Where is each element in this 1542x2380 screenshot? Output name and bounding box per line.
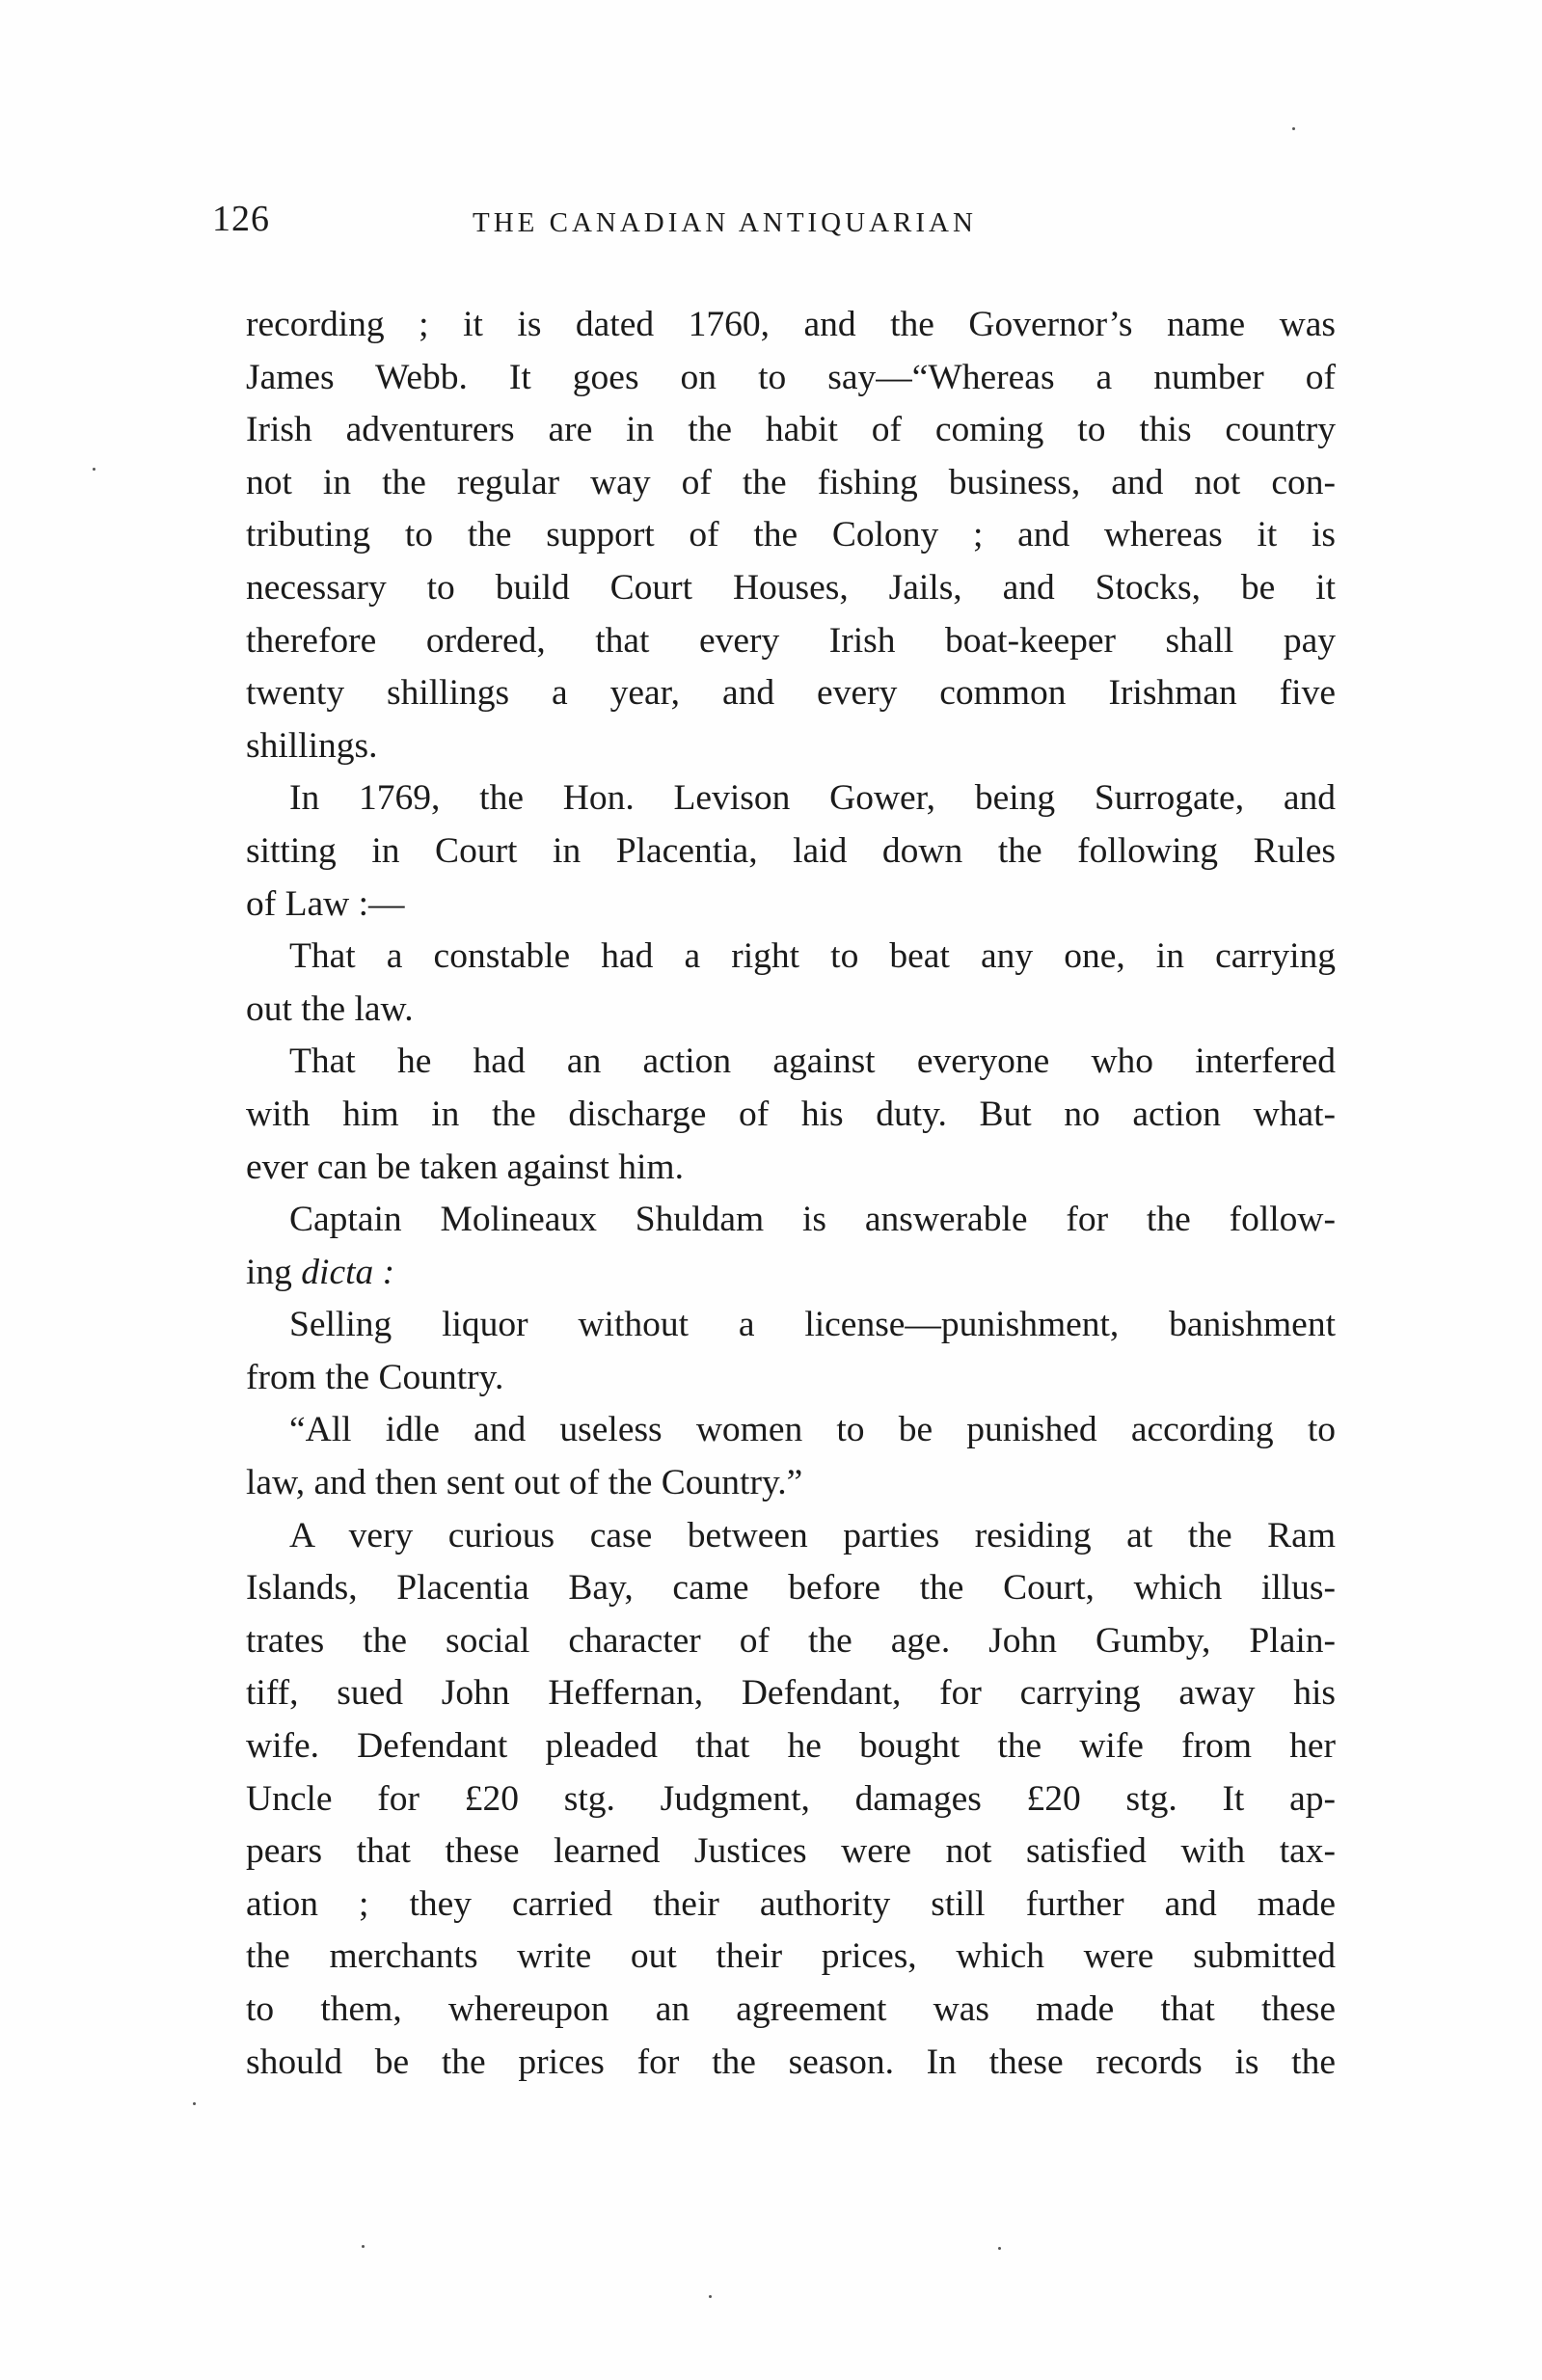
text-line-content: In 1769, the Hon. Levison Gower, being Surrogate, and [289,778,1336,819]
text-line-content: wife. Defendant pleaded that he bought the wife from her [246,1726,1336,1767]
text-line-content: tributing to the support of the Colony ; and whereas it is [246,515,1336,555]
text-line [246,1036,1336,1089]
print-speck [93,468,95,471]
text-line [246,1247,1336,1300]
text-line [246,720,1336,773]
print-speck [193,2102,196,2105]
text-line [246,1299,1336,1352]
text-line-content: That he had an action against everyone who interfered [289,1041,1336,1082]
text-line [246,1720,1336,1773]
text-line [246,1826,1336,1879]
text-line [246,509,1336,562]
page-number: 126 [212,199,270,239]
text-line-content: That a constable had a right to beat any one, in carrying [289,936,1336,977]
text-line [246,1667,1336,1720]
text-line-content: ation ; they carried their authority still further and made [246,1883,1336,1924]
text-line [246,984,1336,1037]
text-line-content: of Law :— [246,883,405,924]
text-line-content: not in the regular way of the fishing business, and not con- [246,462,1336,502]
running-head [212,198,1331,256]
text-line-content: “All idle and useless women to be punished according to [289,1410,1336,1450]
text-line [246,1773,1336,1826]
text-line-content: from the Country. [246,1357,504,1397]
text-line-content: pears that these learned Justices were not satisfied with tax- [246,1831,1336,1872]
text-line-content: Uncle for £20 stg. Judgment, damages £20 stg. It ap- [246,1778,1336,1819]
text-line-content: with him in the discharge of his duty. But no action what- [246,1094,1336,1134]
text-line [246,1194,1336,1247]
text-line-content: out the law. [246,988,414,1029]
text-line [246,2037,1336,2090]
text-line-content: recording ; it is dated 1760, and the Governor’s name was [246,305,1336,344]
print-speck [362,2245,365,2248]
text-line [246,1352,1336,1405]
text-line-content: Selling liquor without a license—punishment, banishment [289,1305,1336,1345]
print-speck [1292,127,1295,130]
text-line-content: to them, whereupon an agreement was made that these [246,1989,1336,2029]
text-line [246,615,1336,668]
italic-term: dicta : [301,1252,395,1292]
text-line-content: Islands, Placentia Bay, came before the Court, which illus- [246,1568,1336,1609]
text-line-content: therefore ordered, that every Irish boat-keeper shall pay [246,620,1336,661]
text-line-content: shillings. [246,725,378,766]
text-line [246,825,1336,879]
text-line-content: Captain Molineaux Shuldam is answerable for the follow- [289,1200,1336,1240]
text-line [246,1931,1336,1984]
text-line [246,1984,1336,2037]
text-line-content: trates the social character of the age. John Gumby, Plain- [246,1620,1336,1661]
text-line [246,879,1336,932]
text-line [246,1142,1336,1195]
text-line-content: A very curious case between parties residing at the Ram [289,1515,1336,1555]
text-line [246,1089,1336,1142]
text-line [246,1879,1336,1932]
text-line [246,667,1336,720]
text-line-content: the merchants write out their prices, which were submitted [246,1936,1336,1977]
text-line [246,931,1336,984]
text-line [246,299,1336,352]
text-line [246,457,1336,510]
text-line [246,772,1336,825]
text-line-content: tiff, sued John Heffernan, Defendant, for carrying away his [246,1673,1336,1714]
text-line-content: sitting in Court in Placentia, laid down the following Rules [246,830,1336,871]
text-line-content: should be the prices for the season. In these records is the [246,2042,1336,2082]
text-line [246,352,1336,405]
print-speck [709,2295,712,2298]
text-line-content: law, and then sent out of the Country.” [246,1463,803,1503]
print-speck [998,2247,1001,2250]
text-line [246,562,1336,615]
text-line-content: James Webb. It goes on to say—“Whereas a number of [246,357,1336,397]
text-line-content: ever can be taken against him. [246,1147,684,1187]
running-title: THE CANADIAN ANTIQUARIAN [473,207,977,238]
text-line [246,404,1336,457]
text-line [246,1615,1336,1668]
text-line [246,1510,1336,1563]
body-text [246,299,1336,2089]
text-line-content: Irish adventurers are in the habit of coming to this country [246,410,1336,450]
text-line-content: twenty shillings a year, and every common Irishman five [246,673,1336,714]
text-line-content: necessary to build Court Houses, Jails, and Stocks, be it [246,567,1336,608]
text-line [246,1457,1336,1510]
text-line [246,1404,1336,1457]
text-line-content: ing [246,1252,302,1292]
text-line [246,1562,1336,1615]
